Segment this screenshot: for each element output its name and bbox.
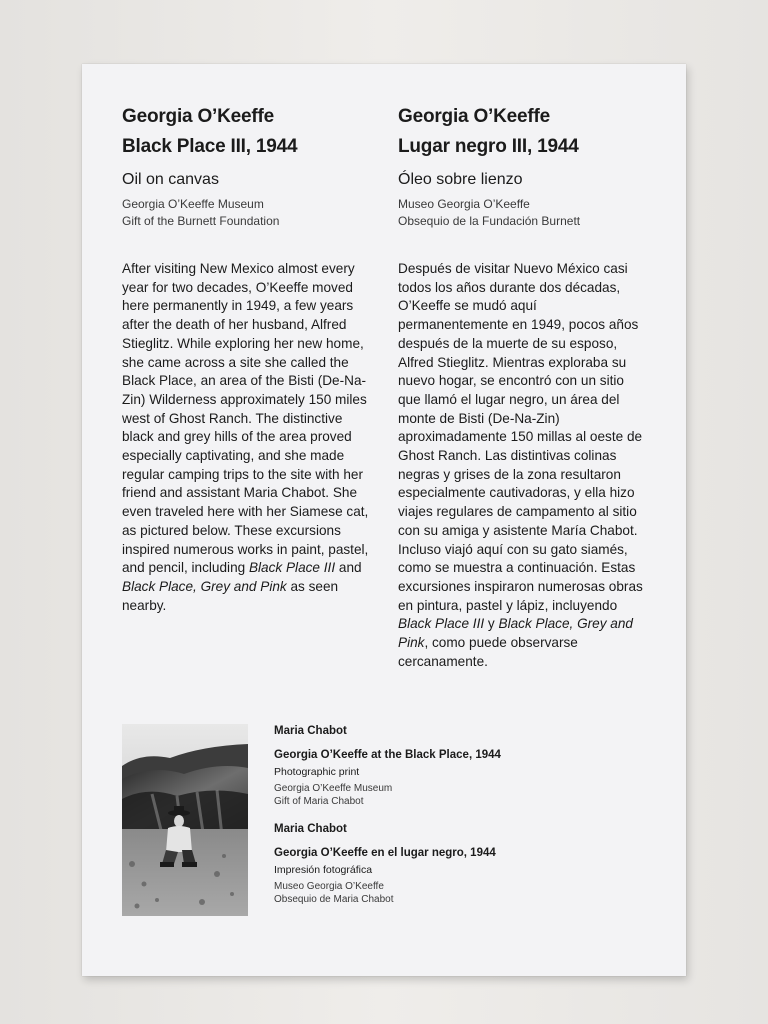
caption-credit-gift: Gift of Maria Chabot <box>274 796 364 807</box>
credit-museum: Georgia O’Keeffe Museum <box>122 197 264 211</box>
artwork-reference: Black Place III <box>398 616 485 632</box>
caption-credit-museum: Museo Georgia O’Keeffe <box>274 881 384 892</box>
artist-name: Georgia O’Keeffe <box>122 106 275 127</box>
photo-icon <box>122 724 248 916</box>
artwork-reference: Black Place, Grey and Pink <box>398 616 633 651</box>
caption-credit <box>274 782 574 808</box>
artist-name: Georgia O’Keeffe <box>398 106 551 127</box>
artwork-reference: Black Place III <box>248 560 336 576</box>
credit-gift: Gift of the Burnett Foundation <box>122 214 280 228</box>
description-text <box>122 260 372 615</box>
credit-gift: Obsequio de la Fundación Burnett <box>398 214 581 228</box>
caption-credit <box>274 880 574 906</box>
description-part: and <box>335 560 362 576</box>
spanish-column <box>398 102 648 671</box>
description-text <box>398 260 648 671</box>
caption-title: Georgia O’Keeffe at the Black Place, 1944 <box>274 749 501 761</box>
credit-line <box>398 196 648 230</box>
artwork-medium: Óleo sobre lienzo <box>398 171 523 188</box>
description-part: y <box>484 616 499 632</box>
caption-artist: Maria Chabot <box>274 725 347 737</box>
caption-medium: Photographic print <box>274 766 360 778</box>
photo-graphic <box>122 724 248 916</box>
caption-credit-museum: Georgia O’Keeffe Museum <box>274 783 393 794</box>
caption-credit-gift: Obsequio de Maria Chabot <box>274 894 394 905</box>
description-part: , como puede observarse cercanamente. <box>398 635 578 669</box>
credit-museum: Museo Georgia O’Keeffe <box>398 197 530 211</box>
credit-line <box>122 196 372 230</box>
description-part: as seen nearby. <box>122 578 339 613</box>
caption-english <box>274 724 574 808</box>
description-part: After visiting New Mexico almost every year for two decades, O’Keeffe moved here permanently in 1949, a few years after the death of her husband, Alfred Stieglitz. While exploring her new home, she came across a site she called the Black Place, an area of the Bisti (De-Na-Zin) Wilderness approximately 150 miles west of Ghost Ranch. The distinctive black and grey hills of the area proved especially captivating, and she made regular camping trips to the site with her friend and assistant Maria Chabot. She even traveled here with her Siamese cat, as pictured below. These excursions inspired numerous works in paint, pastel, and pencil, including <box>122 261 369 576</box>
artwork-medium: Oil on canvas <box>122 171 219 188</box>
artwork-title: Black Place III, 1944 <box>122 136 298 157</box>
caption-medium: Impresión fotográfica <box>274 864 373 876</box>
artwork-reference: Black Place, Grey and Pink <box>122 578 287 594</box>
caption-artist: Maria Chabot <box>274 823 347 835</box>
artwork-title: Lugar negro III, 1944 <box>398 136 579 157</box>
description-part: Después de visitar Nuevo México casi todos los años durante dos décadas, O’Keeffe se mudó aquí permanentemente en 1949, pocos años después de la muerte de su esposo, Alfred Stieglitz. Mientras exploraba su nuevo hogar, se encontró con un sitio que llamó el lugar negro, un área del monte de Bisti (De-Na-Zin) aproximadamente 150 millas al oeste de Ghost Ranch. Las distintivas colinas negras y grises de la zona resultaron especialmente cautivadoras, y ella hizo viajes regulares de campamento al sitio con su amiga y asistente María Chabot. Incluso viajó aquí con su gato siamés, como se muestra a continuación. Estas excursiones inspiraron numerosas obras en pintura, pastel y lápiz, incluyendo <box>398 261 643 613</box>
photo-caption <box>274 724 574 920</box>
caption-title: Georgia O’Keeffe en el lugar negro, 1944 <box>274 847 496 859</box>
caption-spanish <box>274 822 574 906</box>
museum-wall-label <box>82 64 686 976</box>
english-column <box>122 102 372 615</box>
